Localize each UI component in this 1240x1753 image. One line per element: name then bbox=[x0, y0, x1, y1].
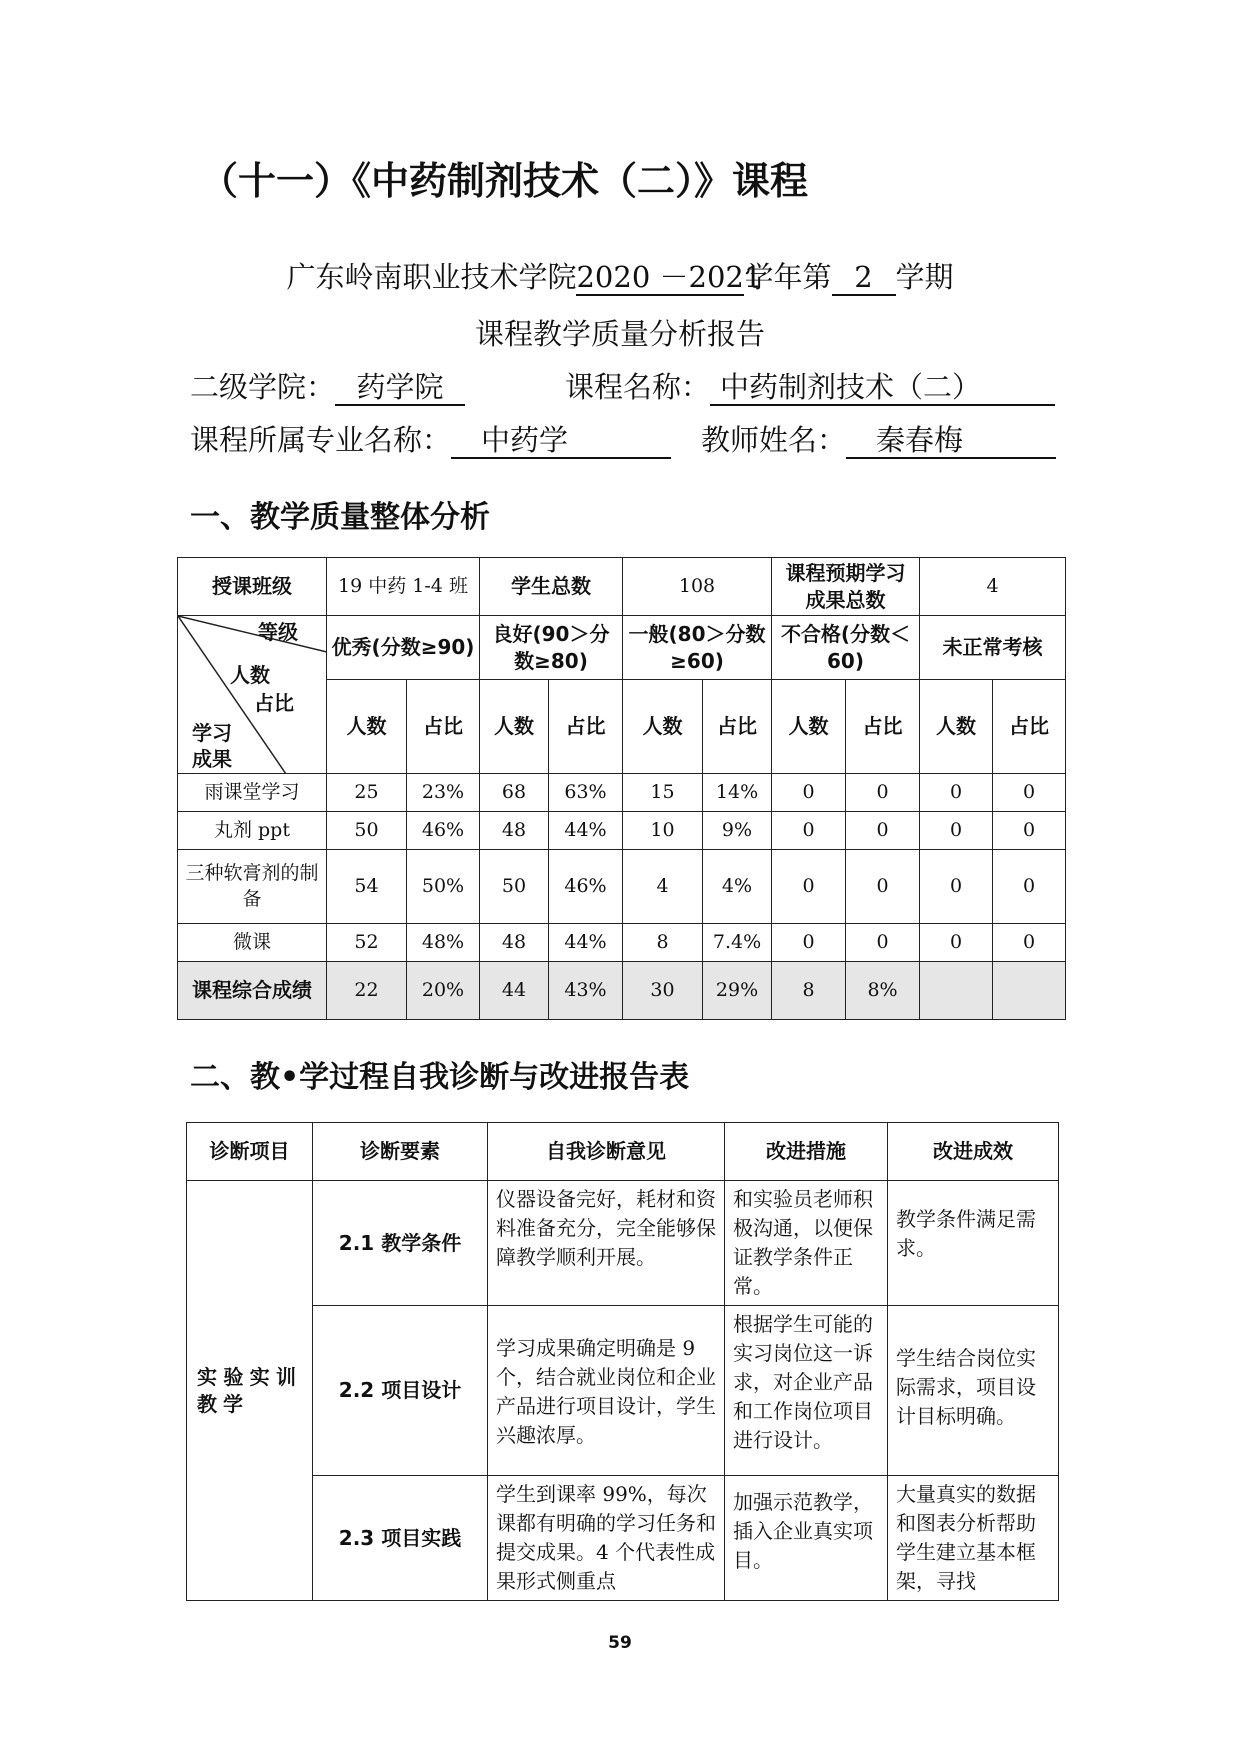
sub-count: 人数 bbox=[623, 680, 703, 774]
cell: 25 bbox=[327, 774, 407, 812]
cell: 23% bbox=[407, 774, 480, 812]
sub-ratio: 占比 bbox=[549, 680, 623, 774]
outcome-name: 微课 bbox=[178, 924, 327, 962]
students-label: 学生总数 bbox=[480, 558, 623, 616]
dept-course-row bbox=[190, 365, 1055, 406]
cell: 0 bbox=[920, 924, 993, 962]
table-row bbox=[178, 812, 1066, 850]
section1-heading: 一、教学质量整体分析 bbox=[190, 500, 490, 535]
cell: 29% bbox=[703, 962, 772, 1020]
cell: 8 bbox=[623, 924, 703, 962]
teacher-value: 秦春梅 bbox=[846, 425, 1056, 459]
class-label: 授课班级 bbox=[178, 558, 327, 616]
cell: 52 bbox=[327, 924, 407, 962]
cell: 7.4% bbox=[703, 924, 772, 962]
cell: 68 bbox=[480, 774, 549, 812]
grade-not-assessed: 未正常考核 bbox=[920, 616, 1066, 680]
sub-count: 人数 bbox=[480, 680, 549, 774]
cell: 9% bbox=[703, 812, 772, 850]
summary-row bbox=[178, 962, 1066, 1020]
cell: 22 bbox=[327, 962, 407, 1020]
cell: 20% bbox=[407, 962, 480, 1020]
report-term-line bbox=[0, 255, 1240, 296]
element-name: 2.1 教学条件 bbox=[313, 1181, 488, 1306]
col-measure: 改进措施 bbox=[725, 1123, 888, 1181]
cell: 0 bbox=[993, 812, 1066, 850]
table-row bbox=[187, 1181, 1059, 1306]
term-suffix: 学期 bbox=[895, 260, 954, 294]
cell: 0 bbox=[993, 850, 1066, 924]
outcome-name: 丸剂 ppt bbox=[178, 812, 327, 850]
element-name: 2.3 项目实践 bbox=[313, 1476, 488, 1601]
table-row bbox=[187, 1306, 1059, 1476]
cell: 14% bbox=[703, 774, 772, 812]
corner-outcome: 学习成果 bbox=[192, 721, 232, 771]
measure-text: 根据学生可能的实习岗位这一诉求，对企业产品和工作岗位项目进行设计。 bbox=[725, 1306, 888, 1476]
table-row bbox=[178, 774, 1066, 812]
col-project: 诊断项目 bbox=[187, 1123, 313, 1181]
measure-text: 加强示范教学，插入企业真实项目。 bbox=[725, 1476, 888, 1601]
grade-fail: 不合格(分数＜60) bbox=[772, 616, 920, 680]
cell: 44% bbox=[549, 924, 623, 962]
cell bbox=[920, 962, 993, 1020]
table-row bbox=[178, 924, 1066, 962]
cell: 50% bbox=[407, 850, 480, 924]
grade-good: 良好(90＞分数≥80) bbox=[480, 616, 623, 680]
effect-text: 大量真实的数据和图表分析帮助学生建立基本框架，寻找 bbox=[888, 1476, 1059, 1601]
cell: 50 bbox=[480, 850, 549, 924]
outcomes-value: 4 bbox=[920, 558, 1066, 616]
sub-ratio: 占比 bbox=[993, 680, 1066, 774]
sub-count: 人数 bbox=[327, 680, 407, 774]
cell: 0 bbox=[920, 774, 993, 812]
class-value: 19 中药 1-4 班 bbox=[327, 558, 480, 616]
opinion-text: 学生到课率 99%，每次课都有明确的学习任务和提交成果。4 个代表性成果形式侧重点 bbox=[488, 1476, 725, 1601]
cell: 0 bbox=[993, 924, 1066, 962]
cell: 48 bbox=[480, 812, 549, 850]
dept-label: 二级学院： bbox=[190, 370, 336, 404]
cell: 4% bbox=[703, 850, 772, 924]
cell: 54 bbox=[327, 850, 407, 924]
cell: 0 bbox=[920, 850, 993, 924]
opinion-text: 仪器设备完好，耗材和资料准备充分，完全能够保障教学顺利开展。 bbox=[488, 1181, 725, 1306]
cell: 0 bbox=[846, 850, 920, 924]
cell: 48 bbox=[480, 924, 549, 962]
cell: 8 bbox=[772, 962, 846, 1020]
academic-year: 2020 －2021 bbox=[576, 260, 763, 294]
sub-ratio: 占比 bbox=[407, 680, 480, 774]
outcome-name: 三种软膏剂的制备 bbox=[178, 850, 327, 924]
sub-count: 人数 bbox=[772, 680, 846, 774]
cell: 10 bbox=[623, 812, 703, 850]
cell: 0 bbox=[772, 850, 846, 924]
course-label: 课程名称： bbox=[565, 370, 711, 404]
cell: 0 bbox=[920, 812, 993, 850]
cell: 4 bbox=[623, 850, 703, 924]
effect-text: 学生结合岗位实际需求，项目设计目标明确。 bbox=[888, 1306, 1059, 1476]
page-number: 59 bbox=[608, 1633, 632, 1653]
corner-count: 人数 bbox=[230, 663, 270, 687]
term-number: 2 bbox=[832, 262, 896, 296]
cell: 0 bbox=[772, 924, 846, 962]
cell: 0 bbox=[846, 812, 920, 850]
summary-name: 课程综合成绩 bbox=[178, 962, 327, 1020]
cell: 50 bbox=[327, 812, 407, 850]
cell: 0 bbox=[846, 774, 920, 812]
sub-ratio: 占比 bbox=[846, 680, 920, 774]
sub-ratio: 占比 bbox=[703, 680, 772, 774]
cell: 0 bbox=[772, 812, 846, 850]
cell: 0 bbox=[846, 924, 920, 962]
sub-count: 人数 bbox=[920, 680, 993, 774]
dept-value: 药学院 bbox=[335, 372, 465, 406]
quality-analysis-table bbox=[177, 557, 1066, 1020]
diagonal-header-cell bbox=[178, 616, 327, 774]
corner-grade: 等级 bbox=[258, 620, 298, 644]
teacher-label: 教师姓名： bbox=[701, 423, 847, 457]
course-value: 中药制剂技术（二） bbox=[710, 372, 1055, 406]
major-teacher-row bbox=[190, 418, 1056, 459]
outcome-name: 雨课堂学习 bbox=[178, 774, 327, 812]
col-effect: 改进成效 bbox=[888, 1123, 1059, 1181]
cell: 43% bbox=[549, 962, 623, 1020]
col-element: 诊断要素 bbox=[313, 1123, 488, 1181]
school-name: 广东岭南职业技术学院 bbox=[286, 260, 577, 294]
cell: 30 bbox=[623, 962, 703, 1020]
students-value: 108 bbox=[623, 558, 772, 616]
cell: 0 bbox=[993, 774, 1066, 812]
cell: 44% bbox=[549, 812, 623, 850]
page-title: （十一）《中药制剂技术（二）》课程 bbox=[200, 159, 809, 203]
opinion-text: 学习成果确定明确是 9 个，结合就业岗位和企业产品进行项目设计，学生兴趣浓厚。 bbox=[488, 1306, 725, 1476]
project-name: 实验实训教学 bbox=[187, 1181, 313, 1601]
year-suffix: 学年第 bbox=[744, 260, 832, 294]
self-diagnosis-table bbox=[186, 1122, 1059, 1601]
corner-ratio: 占比 bbox=[254, 691, 294, 715]
col-opinion: 自我诊断意见 bbox=[488, 1123, 725, 1181]
grade-excellent: 优秀(分数≥90) bbox=[327, 616, 480, 680]
cell: 8% bbox=[846, 962, 920, 1020]
cell: 48% bbox=[407, 924, 480, 962]
major-label: 课程所属专业名称： bbox=[190, 423, 452, 457]
cell: 0 bbox=[772, 774, 846, 812]
measure-text: 和实验员老师积极沟通，以便保证教学条件正常。 bbox=[725, 1181, 888, 1306]
cell: 46% bbox=[407, 812, 480, 850]
cell: 15 bbox=[623, 774, 703, 812]
grade-average: 一般(80＞分数≥60) bbox=[623, 616, 772, 680]
report-title: 课程教学质量分析报告 bbox=[474, 317, 765, 351]
element-name: 2.2 项目设计 bbox=[313, 1306, 488, 1476]
outcomes-label: 课程预期学习成果总数 bbox=[772, 558, 920, 616]
cell: 46% bbox=[549, 850, 623, 924]
cell: 44 bbox=[480, 962, 549, 1020]
cell: 63% bbox=[549, 774, 623, 812]
table-row bbox=[187, 1476, 1059, 1601]
effect-text: 教学条件满足需求。 bbox=[888, 1181, 1059, 1306]
cell bbox=[993, 962, 1066, 1020]
section2-heading: 二、教•学过程自我诊断与改进报告表 bbox=[190, 1060, 690, 1095]
major-value: 中药学 bbox=[451, 425, 671, 459]
table-row bbox=[178, 850, 1066, 924]
